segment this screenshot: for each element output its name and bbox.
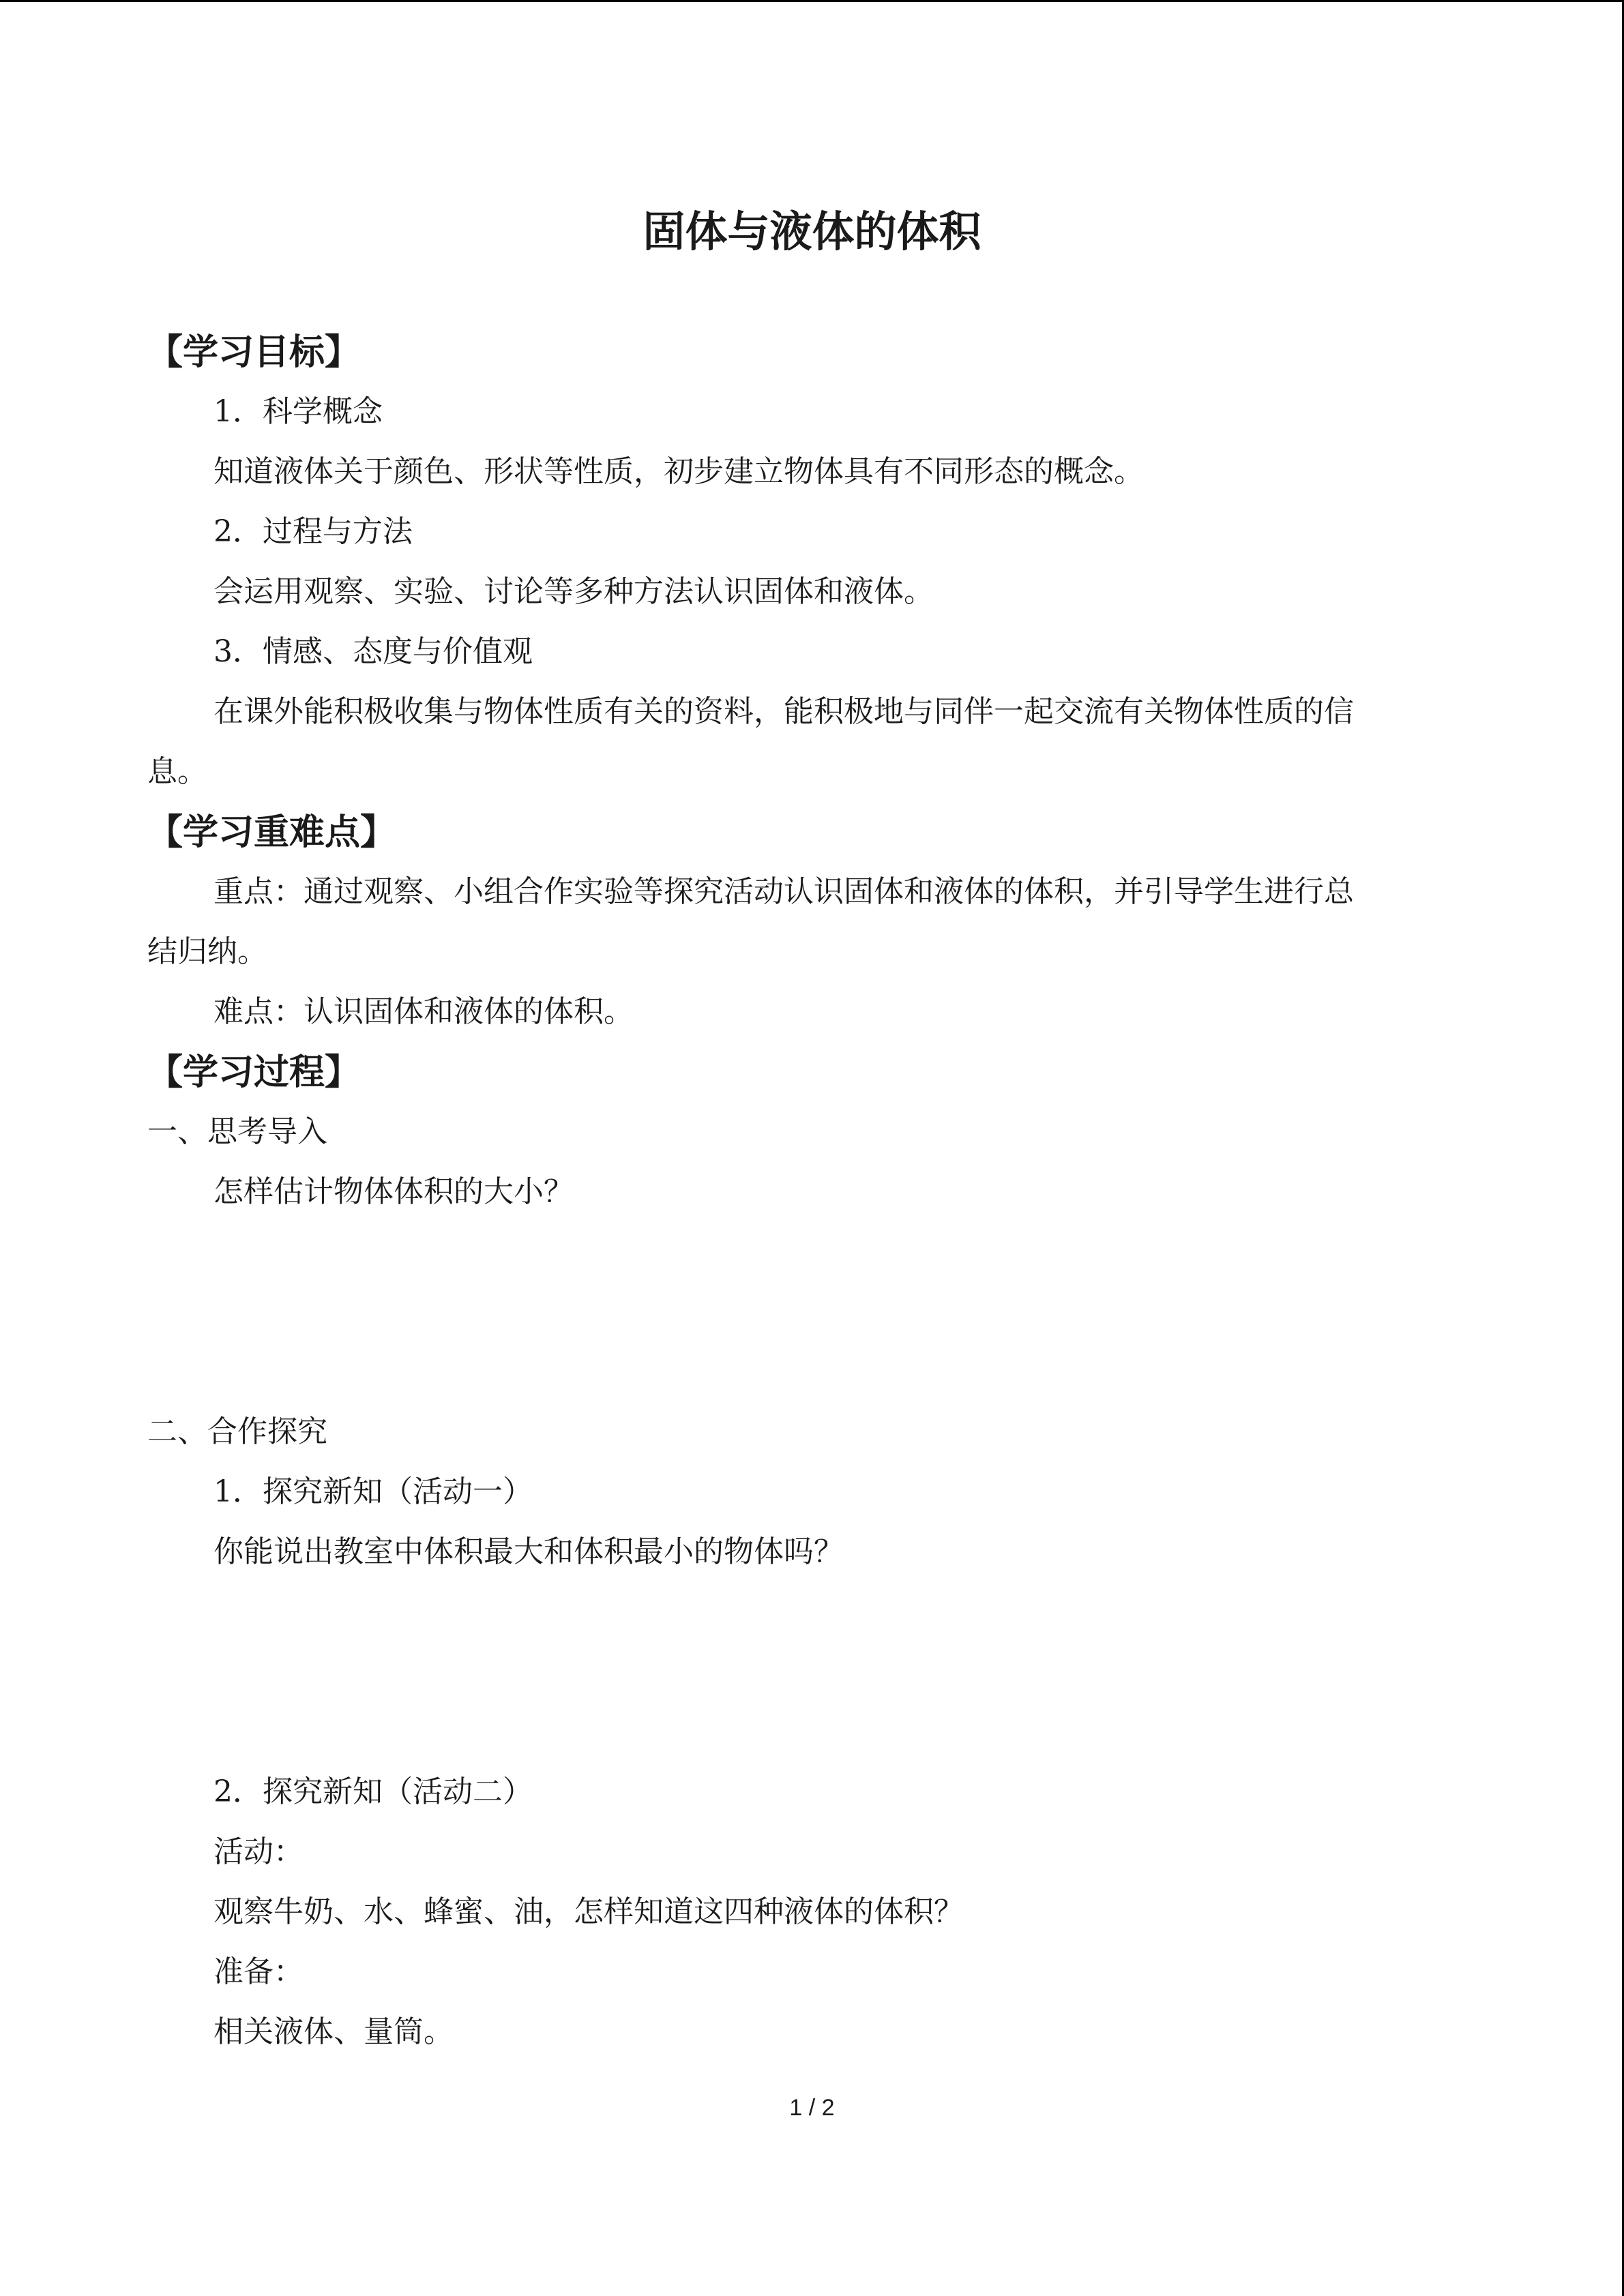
activity2-text: 观察牛奶、水、蜂蜜、油，怎样知道这四种液体的体积？	[213, 1894, 964, 1929]
objective-item-1-text: 知道液体关于颜色、形状等性质，初步建立物体具有不同形态的概念。	[213, 454, 1144, 489]
prep-label: 准备：	[213, 1954, 304, 1989]
prep-text: 相关液体、量筒。	[213, 2014, 454, 2049]
activity1-question: 你能说出教室中体积最大和体积最小的物体吗？	[213, 1534, 844, 1569]
process-part2-title: 二、合作探究	[147, 1414, 327, 1449]
section-heading-process: 【学习过程】	[147, 1052, 361, 1093]
page-number: 1 / 2	[789, 2095, 835, 2121]
section-heading-keypoints: 【学习重难点】	[147, 812, 396, 853]
objective-item-1-title: 1．科学概念	[213, 394, 383, 429]
activity2-title: 2．探究新知（活动二）	[213, 1774, 533, 1809]
keypoint-focus: 重点：通过观察、小组合作实验等探究活动认识固体和液体的体积，并引导学生进行总	[213, 874, 1354, 909]
activity2-label: 活动：	[213, 1834, 304, 1869]
document-title: 固体与液体的体积	[643, 207, 981, 256]
keypoint-focus-cont: 结归纳。	[147, 934, 267, 969]
objective-item-3-text: 在课外能积极收集与物体性质有关的资料，能积极地与同伴一起交流有关物体性质的信	[213, 694, 1354, 729]
objective-item-3-text-cont: 息。	[147, 754, 207, 789]
process-part1-question: 怎样估计物体体积的大小？	[213, 1174, 574, 1209]
objective-item-2-text: 会运用观察、实验、讨论等多种方法认识固体和液体。	[213, 574, 934, 609]
keypoint-difficulty: 难点：认识固体和液体的体积。	[213, 994, 634, 1029]
objective-item-3-title: 3．情感、态度与价值观	[213, 634, 533, 669]
section-heading-objectives: 【学习目标】	[147, 332, 361, 373]
process-part1-title: 一、思考导入	[147, 1114, 327, 1149]
activity1-title: 1．探究新知（活动一）	[213, 1474, 533, 1509]
objective-item-2-title: 2．过程与方法	[213, 514, 413, 549]
